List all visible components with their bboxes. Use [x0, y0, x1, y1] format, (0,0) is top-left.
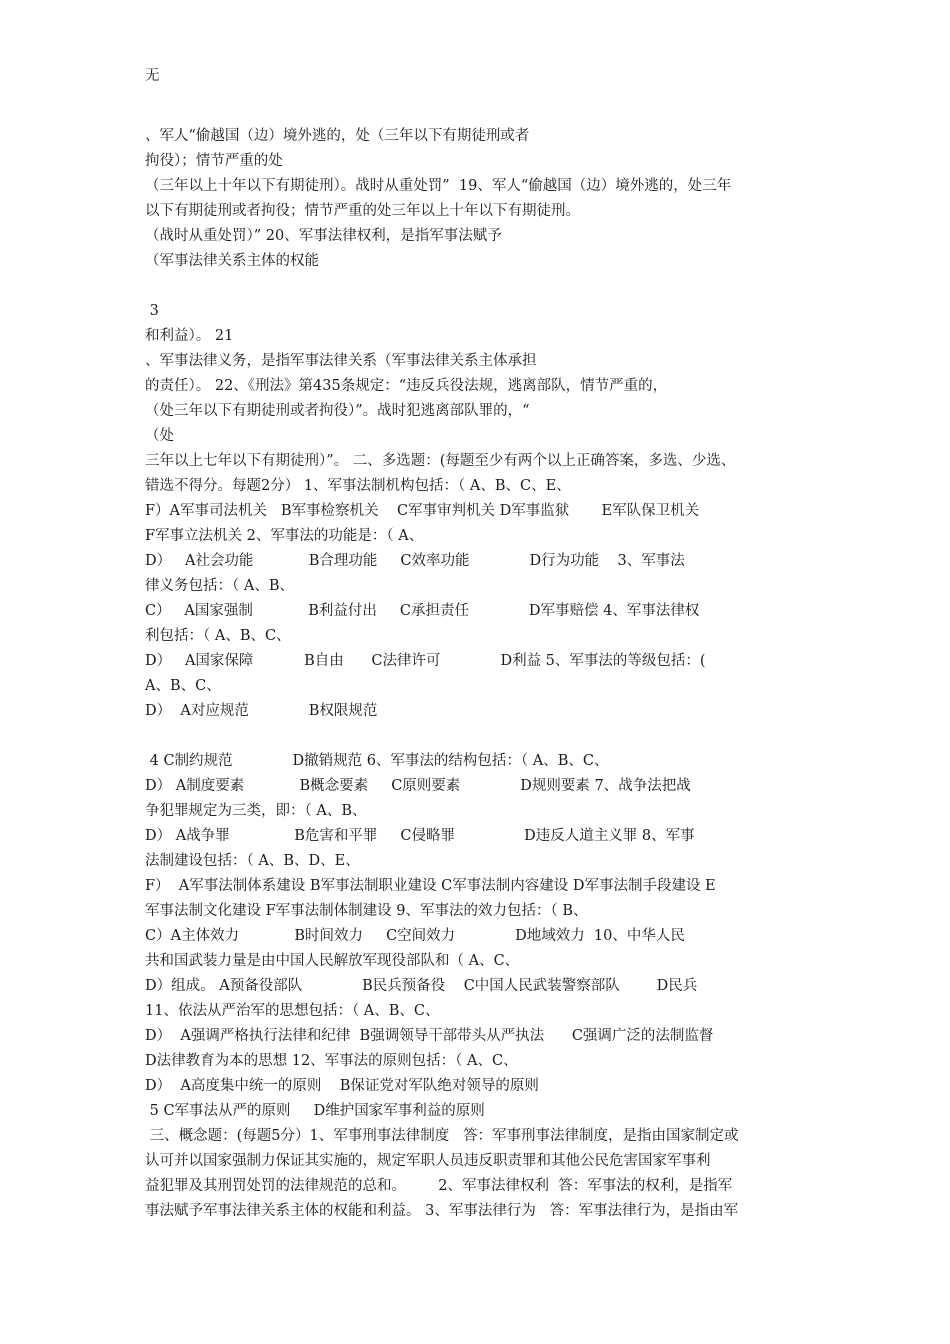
text-line: 争犯罪规定为三类，即：（ A、B、 — [145, 803, 367, 819]
text-line: F）A军事司法机关 B军事检察机关 C军事审判机关 D军事监狱 E军队保卫机关 — [145, 503, 700, 519]
text-line: F） A军事法制体系建设 B军事法制职业建设 C军事法制内容建设 D军事法制手段建设 E — [145, 878, 716, 894]
text-line: （军事法律关系主体的权能 — [145, 253, 319, 269]
text-line: 律义务包括：（ A、B、 — [145, 578, 294, 594]
text-line: 三年以上七年以下有期徒刑）”。 二、多选题：(每题至少有两个以上正确答案，多选、少选、 — [145, 453, 736, 469]
text-line: 认可并以国家强制力保证其实施的，规定军职人员违反职责罪和其他公民危害国家军事利 — [145, 1153, 711, 1169]
text-line: 的责任）。 22、《刑法》第435条规定：“违反兵役法规，逃离部队，情节严重的， — [145, 378, 668, 394]
text-line: D法律教育为本的思想 12、军事法的原则包括：（ A、C、 — [145, 1053, 518, 1069]
text-line: 利包括：（ A、B、C、 — [145, 628, 291, 644]
text-line: D）组成。 A预备役部队 B民兵预备役 C中国人民武装警察部队 D民兵 — [145, 978, 698, 994]
text-line: （处三年以下有期徒刑或者拘役）”。战时犯逃离部队罪的，“ — [145, 403, 530, 419]
text-line: 、军人“偷越国（边）境外逃的，处（三年以下有期徒刑或者 — [145, 128, 530, 144]
text-line: 4 C制约规范 D撤销规范 6、军事法的结构包括：（ A、B、C、 — [145, 753, 609, 769]
page-number: 3 — [145, 303, 159, 319]
text-line: 和利益）。 21 — [145, 328, 234, 344]
text-line: 、军事法律义务，是指军事法律关系（军事法律关系主体承担 — [145, 353, 537, 369]
text-line: A、B、C、 — [145, 678, 221, 694]
text-line: D） A制度要素 B概念要素 C原则要素 D规则要素 7、战争法把战 — [145, 778, 691, 794]
text-line: 5 C军事法从严的原则 D维护国家军事利益的原则 — [145, 1103, 485, 1119]
text-line: 以下有期徒刑或者拘役；情节严重的处三年以上十年以下有期徒刑。 — [145, 203, 580, 219]
text-line: D） A高度集中统一的原则 B保证党对军队绝对领导的原则 — [145, 1078, 539, 1094]
text-line: 三、概念题：(每题5分）1、军事刑事法律制度 答：军事刑事法律制度，是指由国家制定或 — [145, 1128, 739, 1144]
text-line: D） A社会功能 B合理功能 C效率功能 D行为功能 3、军事法 — [145, 553, 685, 569]
text-line: （处 — [145, 428, 174, 444]
text-line: 益犯罪及其刑罚处罚的法律规范的总和。 2、军事法律权利 答：军事法的权利，是指军 — [145, 1178, 733, 1194]
text-line: C）A主体效力 B时间效力 C空间效力 D地域效力 10、中华人民 — [145, 928, 685, 944]
text-line: 事法赋予军事法律关系主体的权能和利益。 3、军事法律行为 答：军事法律行为，是指由军 — [145, 1203, 739, 1219]
text-line: D） A战争罪 B危害和平罪 C侵略罪 D违反人道主义罪 8、军事 — [145, 828, 695, 844]
text-line: 错选不得分。每题2分） 1、军事法制机构包括：（ A、B、C、E、 — [145, 478, 571, 494]
text-line: 共和国武装力量是由中国人民解放军现役部队和（ A、C、 — [145, 953, 520, 969]
text-line: D） A国家保障 B自由 C法律许可 D利益 5、军事法的等级包括：( — [145, 653, 706, 669]
text-line: 军事法制文化建设 F军事法制体制建设 9、军事法的效力包括：（ B、 — [145, 903, 588, 919]
text-line: 拘役）；情节严重的处 — [145, 153, 283, 169]
text-line: D） A强调严格执行法律和纪律 B强调领导干部带头从严执法 C强调广泛的法制监督 — [145, 1028, 714, 1044]
text-line: D） A对应规范 B权限规范 — [145, 703, 378, 719]
text-line: （三年以上十年以下有期徒刑）。战时从重处罚” 19、军人“偷越国（边）境外逃的，处三年 — [145, 178, 732, 194]
text-line: 法制建设包括：（ A、B、D、E、 — [145, 853, 360, 869]
text-line: （战时从重处罚）” 20、军事法律权利，是指军事法赋予 — [145, 228, 502, 244]
text-line: F军事立法机关 2、军事法的功能是：（ A、 — [145, 528, 424, 544]
text-line: 无 — [145, 68, 160, 84]
text-line: C） A国家强制 B利益付出 C承担责任 D军事赔偿 4、军事法律权 — [145, 603, 700, 619]
text-line: 11、依法从严治军的思想包括：（ A、B、C、 — [145, 1003, 440, 1019]
